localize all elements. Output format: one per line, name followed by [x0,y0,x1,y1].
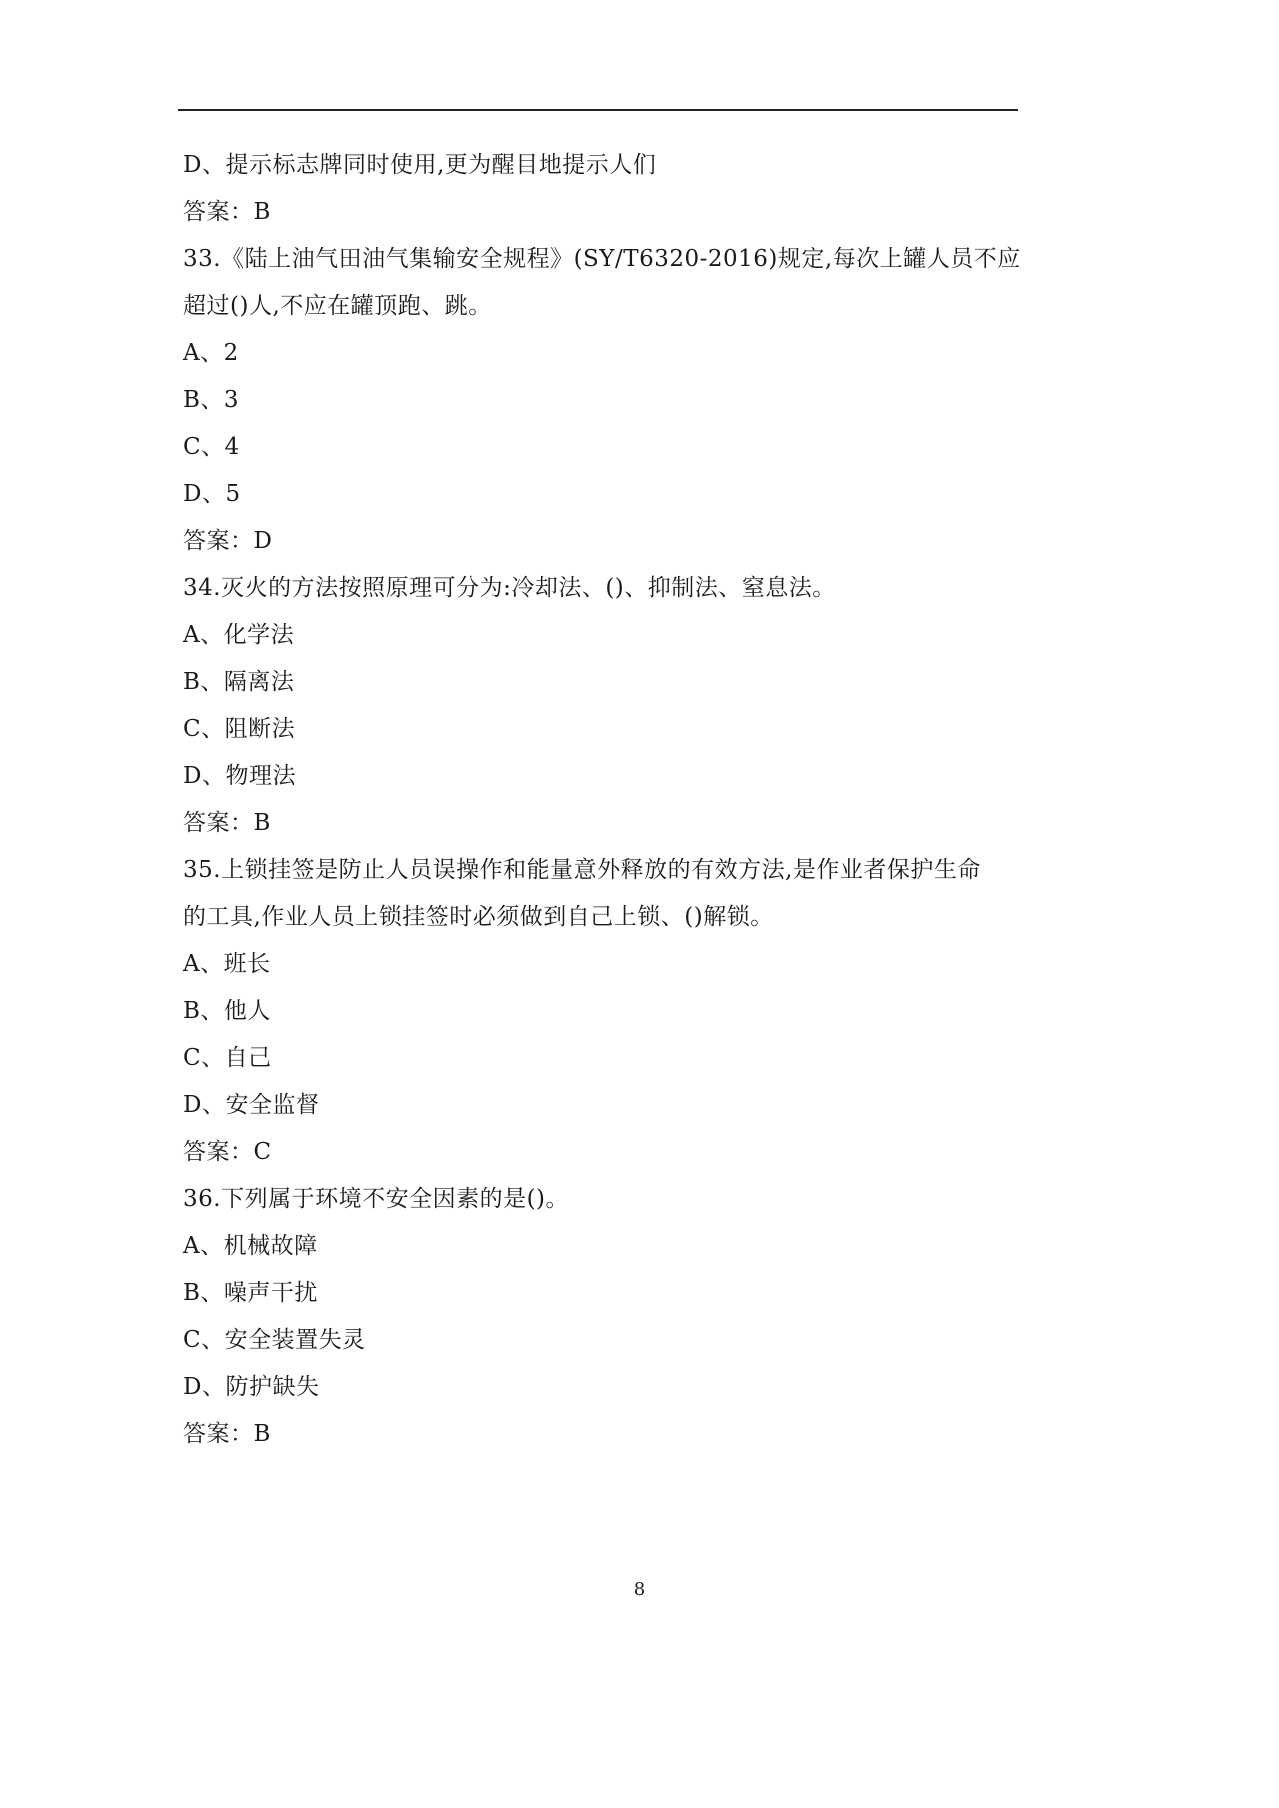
answer-q33: 答案：D [183,528,273,554]
option-b-q34: B、隔离法 [183,669,295,695]
document-body [183,142,1023,1458]
page-number: 8 [633,1579,646,1600]
option-d-q36: D、防护缺失 [183,1374,320,1400]
question-33-line-2: 超过()人,不应在罐顶跑、跳。 [183,293,492,319]
option-a-q35: A、班长 [183,951,271,977]
option-b-q35: B、他人 [183,998,271,1024]
answer-q35: 答案：C [183,1139,272,1165]
answer-q36: 答案：B [183,1421,271,1447]
option-d-q33: D、5 [183,481,241,507]
question-33-line-1: 33.《陆上油气田油气集输安全规程》(SY/T6320-2016)规定,每次上罐人员不应 [183,246,1021,272]
question-35-line-1: 35.上锁挂签是防止人员误操作和能量意外释放的有效方法,是作业者保护生命 [183,857,981,883]
option-a-q36: A、机械故障 [183,1233,318,1259]
option-b-q36: B、噪声干扰 [183,1280,318,1306]
header-rule [178,109,1018,111]
option-b-q33: B、3 [183,387,240,413]
option-a-q33: A、2 [183,340,239,366]
question-34: 34.灭火的方法按照原理可分为:冷却法、()、抑制法、窒息法。 [183,575,836,601]
option-d-q35: D、安全监督 [183,1092,320,1118]
option-c-q33: C、4 [183,434,240,460]
answer-q34: 答案：B [183,810,271,836]
option-d-q34: D、物理法 [183,763,296,789]
option-a-q34: A、化学法 [183,622,295,648]
option-d-q32: D、提示标志牌同时使用,更为醒目地提示人们 [183,152,657,178]
option-c-q36: C、安全装置失灵 [183,1327,366,1353]
option-c-q34: C、阻断法 [183,716,296,742]
question-35-line-2: 的工具,作业人员上锁挂签时必须做到自己上锁、()解锁。 [183,904,774,930]
option-c-q35: C、自己 [183,1045,272,1071]
question-36: 36.下列属于环境不安全因素的是()。 [183,1186,570,1212]
answer-q32: 答案：B [183,199,271,225]
